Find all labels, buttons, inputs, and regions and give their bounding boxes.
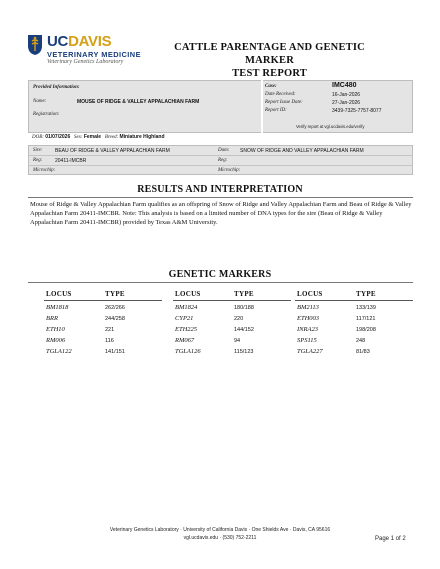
case-label: Case: (265, 84, 277, 89)
results-text: Mouse of Ridge & Valley Appalachian Farm qualifies as an offspring of Snow of Ridge and Valley Appalachian Farm and Beau of Ridge & Valley Appalachian Farm 20411-IMCBR. Note: This analysis is based on a limited number of DNA types for the sire (Beau of Ridge & Valley Appalachian Farm 20411-IMCBR) provided by Texas A&M University. (30, 201, 412, 227)
marker-type: 221 (105, 327, 115, 333)
name-label: Name: (33, 99, 47, 104)
marker-type: 262/266 (105, 305, 125, 311)
info-box-divider (261, 80, 263, 133)
date-received-label: Date Received: (265, 92, 296, 97)
dam-label: Dam: (218, 148, 230, 153)
veterinary-medicine-wordmark: VETERINARY MEDICINE (47, 50, 141, 59)
page-number: Page 1 of 2 (375, 536, 406, 542)
dob-label: DOB: (32, 135, 44, 140)
marker-locus: RM067 (175, 337, 195, 344)
sire-value: BEAU OF RIDGE & VALLEY APPALACHIAN FARM (55, 148, 170, 154)
marker-locus: TGLA126 (175, 348, 201, 355)
marker-locus: TGLA122 (46, 348, 72, 355)
marker-type: 117/121 (356, 316, 376, 322)
marker-type: 198/208 (356, 327, 376, 333)
marker-type: 115/123 (234, 349, 254, 355)
marker-type: 141/151 (105, 349, 125, 355)
markers-heading: GENETIC MARKERS (168, 269, 272, 280)
locus-header: LOCUS (297, 290, 323, 298)
dam-value: SNOW OF RIDGE AND VALLEY APPALACHIAN FARM (240, 148, 364, 154)
marker-type: 116 (105, 338, 114, 344)
footer-address: Veterinary Genetics Laboratory · University of California Davis · One Shields Ave · Davis, CA 95616 (109, 527, 331, 533)
report-id-label: Report ID: (265, 108, 287, 113)
date-received-value: 16-Jan-2026 (332, 92, 361, 98)
marker-type: 220 (234, 316, 244, 322)
dob-value: 01/07/2026 (45, 134, 71, 140)
sire-reg-label: Reg: (33, 158, 43, 163)
marker-locus: BM2113 (297, 304, 319, 311)
sex-value: Female (83, 134, 102, 140)
name-value: MOUSE OF RIDGE & VALLEY APPALACHIAN FARM (77, 99, 200, 105)
footer-contact: vgl.ucdavis.edu · (530) 752-2211 (183, 534, 257, 541)
breed-value: Miniature Highland (119, 134, 165, 140)
marker-column-rule (44, 300, 162, 301)
marker-locus: ETH10 (46, 326, 65, 333)
footer (60, 527, 380, 542)
marker-locus: SPS115 (297, 337, 317, 344)
marker-column-rule (173, 300, 291, 301)
marker-locus: RM006 (46, 337, 66, 344)
animal-details-row (32, 134, 165, 140)
results-rule (28, 197, 413, 198)
marker-locus: CYP21 (175, 315, 194, 322)
breed-label: Breed: (104, 135, 119, 140)
parents-divider-2 (28, 165, 413, 166)
marker-locus: TGLA227 (297, 348, 323, 355)
provided-info-label: Provided Information: (33, 85, 80, 90)
marker-type: 133/139 (356, 305, 376, 311)
marker-locus: INRA23 (297, 326, 318, 333)
case-value: IMC480 (332, 82, 357, 89)
locus-header: LOCUS (175, 290, 201, 298)
marker-type: 180/188 (234, 305, 254, 311)
marker-column-rule (295, 300, 413, 301)
sire-label: Sire: (33, 148, 43, 153)
report-id-value: 3439-7325-7757-8077 (332, 108, 382, 114)
verify-report-link[interactable]: Verify report at vgl.ucdavis.edu/verify (296, 124, 365, 129)
registration-label: Registration: (33, 112, 60, 117)
marker-type: 94 (234, 338, 241, 344)
report-title: CATTLE PARENTAGE AND GENETIC MARKER TEST REPORT (174, 42, 365, 79)
uc-davis-wordmark: UCDAVIS (47, 33, 112, 50)
sire-reg-value: 20411-IMCBR (55, 158, 87, 164)
marker-locus: BM1824 (175, 304, 198, 311)
marker-type: 144/152 (234, 327, 254, 333)
parents-divider-1 (28, 155, 413, 156)
markers-rule (28, 282, 413, 283)
type-header: TYPE (234, 290, 254, 298)
marker-type: 81/83 (356, 349, 370, 355)
locus-header: LOCUS (46, 290, 72, 298)
type-header: TYPE (356, 290, 376, 298)
report-issue-date-label: Report Issue Date: (265, 100, 303, 105)
dam-microchip-label: Microchip: (218, 168, 241, 173)
results-heading: RESULTS AND INTERPRETATION (137, 184, 303, 195)
marker-locus: BM1818 (46, 304, 69, 311)
marker-type: 248 (356, 338, 366, 344)
marker-locus: BRR (46, 315, 58, 322)
vgl-logo (27, 34, 167, 70)
lab-name: Veterinary Genetics Laboratory (47, 59, 124, 65)
report-issue-date-value: 27-Jan-2026 (332, 100, 361, 106)
sire-microchip-label: Microchip: (33, 168, 56, 173)
marker-locus: ETH225 (175, 326, 198, 333)
marker-type: 244/258 (105, 316, 125, 322)
uc-davis-shield-icon (27, 34, 43, 56)
sex-label: Sex: (73, 135, 83, 140)
marker-locus: ETH003 (297, 315, 320, 322)
type-header: TYPE (105, 290, 125, 298)
dam-reg-label: Reg: (218, 158, 228, 163)
